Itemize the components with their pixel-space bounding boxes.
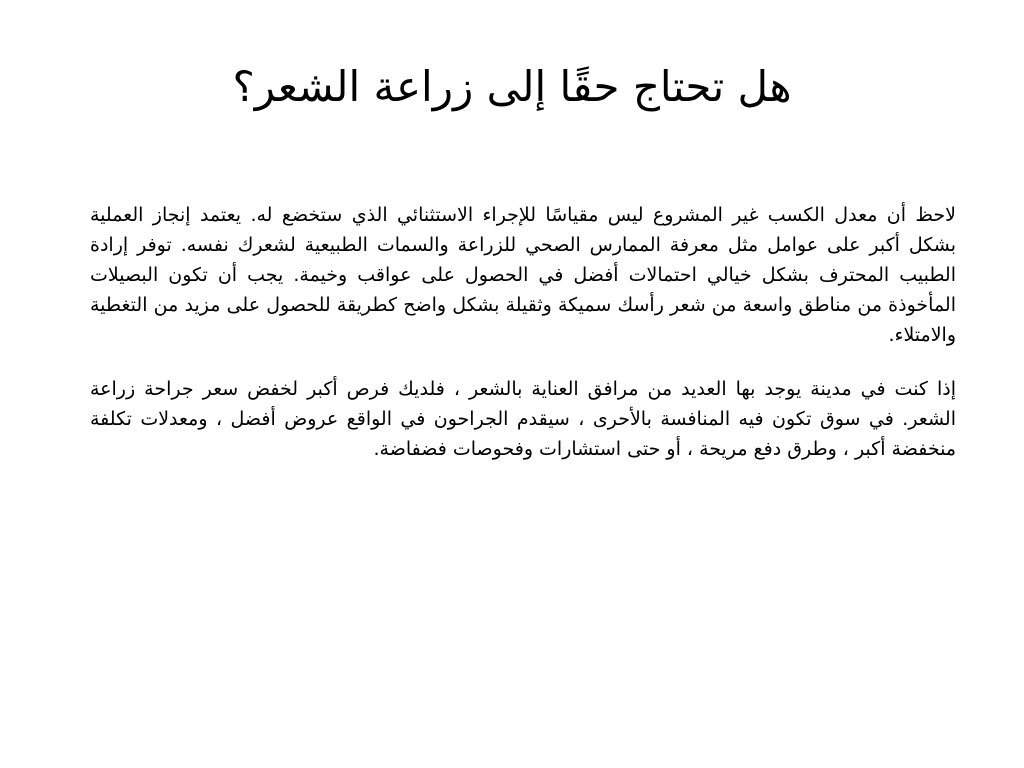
paragraph-1: لاحظ أن معدل الكسب غير المشروع ليس مقياسًا للإجراء الاستثنائي الذي ستخضع له. يعتمد إنجاز العملية بشكل أكبر على عوامل مثل معرفة الممارس الصحي للزراعة والسمات الطبيعية لشعرك نفسه. توفر إرادة الطبيب المحترف بشكل خيالي احتمالات أفضل في الحصول على عواقب وخيمة. يجب أن تكون البصيلات المأخوذة من مناطق واسعة من شعر رأسك سميكة وثقيلة بشكل واضح كطريقة للحصول على مزيد من التغطية والامتلاء. [90,204,956,346]
slide-body [90,200,956,488]
slide-title: هل تحتاج حقًا إلى زراعة الشعر؟ [232,62,792,111]
paragraph-2: إذا كنت في مدينة يوجد بها العديد من مرافق العناية بالشعر ، فلديك فرص أكبر لخفض سعر جراحة زراعة الشعر. في سوق تكون فيه المنافسة بالأحرى ، سيقدم الجراحون في الواقع عروض أفضل ، ومعدلات تكلفة منخفضة أكبر ، وطرق دفع مريحة ، أو حتى استشارات وفحوصات فضفاضة. [90,378,956,460]
